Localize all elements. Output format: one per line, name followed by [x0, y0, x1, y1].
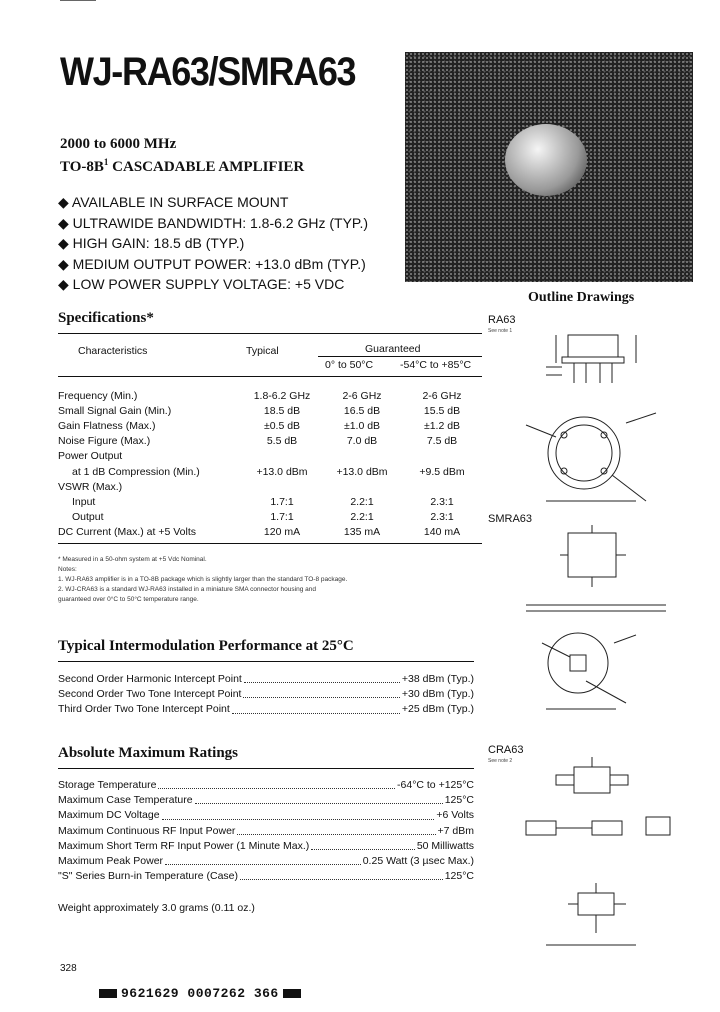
imd-label: Third Order Two Tone Intercept Point — [58, 703, 230, 716]
amr-label: Maximum DC Voltage — [58, 809, 160, 822]
amr-row — [58, 778, 474, 793]
guaranteed-rule — [318, 356, 482, 357]
spec-notes — [58, 555, 347, 605]
footnote: * Measured in a 50-ohm system at +5 Vdc Nominal. — [58, 556, 207, 563]
char-cell: at 1 dB Compression (Min.) — [72, 465, 200, 478]
guaranteed-54-85-cell: 2.3:1 — [430, 511, 454, 524]
guaranteed-0-50-cell: 135 mA — [343, 526, 381, 539]
amr-label: Storage Temperature — [58, 779, 157, 791]
typical-cell: 18.5 dB — [263, 404, 301, 417]
imd-rule — [58, 661, 474, 662]
amr-row — [58, 869, 474, 884]
feature-item: ◆ ULTRAWIDE BANDWIDTH: 1.8-6.2 GHz (TYP.) — [58, 214, 368, 231]
page-title: WJ-RA63/SMRA63 — [60, 50, 356, 94]
amr-value: -64°C to +125°C — [397, 779, 474, 791]
subtitle — [60, 135, 304, 176]
spec-row — [58, 388, 482, 403]
char-cell: Input — [72, 495, 96, 508]
char-cell: Output — [72, 511, 104, 524]
char-cell: Frequency (Min.) — [58, 389, 138, 402]
guaranteed-0-50-cell: 2-6 GHz — [342, 389, 382, 402]
smra63-label: SMRA63 — [488, 513, 533, 525]
typical-cell: +13.0 dBm — [256, 465, 308, 478]
col-guaranteed-0-50: 0° to 50°C — [325, 359, 374, 371]
guaranteed-0-50-cell — [322, 479, 402, 494]
spec-row — [58, 510, 482, 525]
note-2: 2. WJ-CRA63 is a standard WJ-RA63 installed in a miniature SMA connector housing and — [58, 586, 316, 593]
imd-row — [58, 687, 474, 702]
char-cell: DC Current (Max.) at +5 Volts — [58, 526, 197, 539]
amr-row — [58, 824, 474, 839]
barcode-block-left — [99, 989, 117, 998]
guaranteed-54-85-cell: 2.3:1 — [430, 495, 454, 508]
dot-leader — [158, 778, 395, 789]
specifications-heading: Specifications* — [58, 310, 154, 326]
guaranteed-54-85-cell: 140 mA — [423, 526, 461, 539]
guaranteed-54-85-cell: +9.5 dBm — [419, 465, 465, 478]
imd-label: Second Order Harmonic Intercept Point — [58, 673, 242, 685]
to8-can-image — [505, 124, 587, 196]
amr-row — [58, 854, 474, 869]
amr-row — [58, 793, 474, 808]
amr-list — [58, 778, 474, 884]
dot-leader — [243, 687, 399, 698]
frequency-range: 2000 to 6000 MHz — [60, 136, 177, 152]
spec-row — [58, 403, 482, 418]
amr-value: 125°C — [444, 794, 474, 807]
feature-item: ◆ AVAILABLE IN SURFACE MOUNT — [58, 194, 289, 210]
outline-drawings — [486, 305, 716, 965]
typical-cell — [242, 479, 322, 494]
typical-cell — [242, 449, 322, 464]
imd-heading: Typical Intermodulation Performance at 25°C — [58, 638, 354, 654]
cra63-view — [526, 757, 670, 945]
amr-label: Maximum Short Term RF Input Power (1 Minute Max.) — [58, 839, 310, 852]
weight-text: Weight approximately 3.0 grams (0.11 oz.) — [58, 902, 255, 914]
typical-cell: 5.5 dB — [266, 435, 298, 448]
spec-row — [58, 525, 482, 540]
cra63-label: CRA63 — [488, 744, 524, 756]
amr-label: "S" Series Burn-in Temperature (Case) — [58, 870, 238, 883]
ra63-label: RA63 — [488, 314, 516, 326]
product-type: $TO-8B^1$ CASCADABLE AMPLIFIER — [60, 157, 305, 175]
dot-leader — [232, 702, 400, 713]
imd-label: Second Order Two Tone Intercept Point — [58, 688, 242, 701]
guaranteed-54-85-cell — [402, 479, 482, 494]
dot-leader — [311, 839, 415, 850]
amr-rule — [58, 768, 474, 769]
guaranteed-54-85-cell — [402, 449, 482, 464]
guaranteed-54-85-cell: ±1.2 dB — [423, 419, 461, 432]
typical-cell: 1.7:1 — [270, 511, 294, 524]
imd-row — [58, 672, 474, 687]
typical-cell: 120 mA — [263, 526, 301, 539]
imd-row — [58, 702, 474, 717]
ra63-note: See note 1 — [488, 328, 513, 334]
note-1: 1. WJ-RA63 amplifier is in a TO-8B package which is slightly larger than the standard TO-8 package. — [58, 576, 348, 583]
product-photo — [405, 52, 693, 282]
cra63-note: See note 2 — [488, 758, 513, 764]
imd-value: +38 dBm (Typ.) — [401, 673, 474, 685]
amr-heading: Absolute Maximum Ratings — [58, 745, 239, 761]
guaranteed-0-50-cell: +13.0 dBm — [336, 465, 388, 478]
spec-row — [58, 464, 482, 479]
typical-cell: 1.8-6.2 GHz — [253, 389, 311, 402]
guaranteed-0-50-cell — [322, 449, 402, 464]
guaranteed-0-50-cell: ±1.0 dB — [343, 419, 381, 432]
spec-top-rule — [58, 333, 482, 334]
dot-leader — [195, 793, 443, 804]
amr-value: +7 dBm — [437, 824, 474, 837]
spec-row — [58, 449, 482, 464]
char-cell: Noise Figure (Max.) — [58, 435, 151, 448]
note-2-cont: guaranteed over 0°C to 50°C temperature range. — [58, 596, 199, 603]
outline-drawings-heading: Outline Drawings — [528, 290, 635, 305]
amr-label: Maximum Peak Power — [58, 855, 164, 868]
typical-cell: ±0.5 dB — [263, 419, 301, 432]
imd-list — [58, 672, 474, 718]
feature-list — [58, 192, 368, 295]
page-number: 328 — [60, 963, 77, 974]
notes-label: Notes: — [58, 566, 77, 573]
char-cell: Small Signal Gain (Min.) — [58, 404, 172, 417]
amr-value: 125°C — [444, 870, 474, 883]
dot-leader — [237, 824, 435, 835]
guaranteed-54-85-cell: 15.5 dB — [423, 404, 461, 417]
feature-item: ◆ LOW POWER SUPPLY VOLTAGE: +5 VDC — [58, 276, 345, 292]
barcode-text: 9621629 0007262 366 — [121, 986, 279, 1001]
amr-row — [58, 808, 474, 823]
col-characteristics: Characteristics — [78, 345, 148, 357]
ra63-top-view — [526, 413, 656, 501]
amr-label: Maximum Continuous RF Input Power — [58, 824, 236, 837]
guaranteed-54-85-cell: 7.5 dB — [426, 435, 458, 448]
char-cell: VSWR (Max.) — [58, 480, 123, 493]
ra63-side-view — [546, 335, 636, 383]
smra63-view — [526, 525, 666, 709]
col-guaranteed: Guaranteed — [365, 343, 421, 355]
amr-value: 0.25 Watt (3 µsec Max.) — [362, 855, 474, 868]
dot-leader — [165, 854, 361, 865]
char-cell: Power Output — [58, 450, 123, 463]
col-typical: Typical — [246, 345, 279, 357]
imd-value: +30 dBm (Typ.) — [401, 688, 474, 701]
feature-item: ◆ HIGH GAIN: 18.5 dB (TYP.) — [58, 235, 245, 251]
guaranteed-54-85-cell: 2-6 GHz — [422, 389, 462, 402]
dot-leader — [244, 672, 400, 683]
spec-bottom-rule — [58, 543, 482, 544]
amr-row — [58, 839, 474, 854]
dot-leader — [162, 808, 435, 819]
spec-row — [58, 494, 482, 509]
amr-value: +6 Volts — [436, 809, 474, 822]
guaranteed-0-50-cell: 2.2:1 — [350, 511, 374, 524]
guaranteed-0-50-cell: 7.0 dB — [346, 435, 378, 448]
feature-item: ◆ MEDIUM OUTPUT POWER: +13.0 dBm (TYP.) — [58, 255, 366, 272]
spec-header-rule — [58, 376, 482, 377]
barcode-block-right — [283, 989, 301, 998]
amr-value: 50 Milliwatts — [416, 839, 474, 852]
guaranteed-0-50-cell: 16.5 dB — [343, 404, 381, 417]
col-guaranteed-54-85: -54°C to +85°C — [400, 359, 472, 371]
barcode-line — [95, 986, 305, 1001]
typical-cell: 1.7:1 — [270, 495, 294, 508]
specifications-table — [58, 388, 482, 540]
char-cell: Gain Flatness (Max.) — [58, 419, 156, 432]
guaranteed-0-50-cell: 2.2:1 — [350, 495, 374, 508]
spec-row — [58, 434, 482, 449]
dot-leader — [240, 869, 443, 880]
spec-row — [58, 479, 482, 494]
imd-value: +25 dBm (Typ.) — [401, 703, 474, 716]
amr-label: Maximum Case Temperature — [58, 794, 193, 807]
top-scan-mark — [60, 0, 96, 1]
spec-row — [58, 418, 482, 433]
